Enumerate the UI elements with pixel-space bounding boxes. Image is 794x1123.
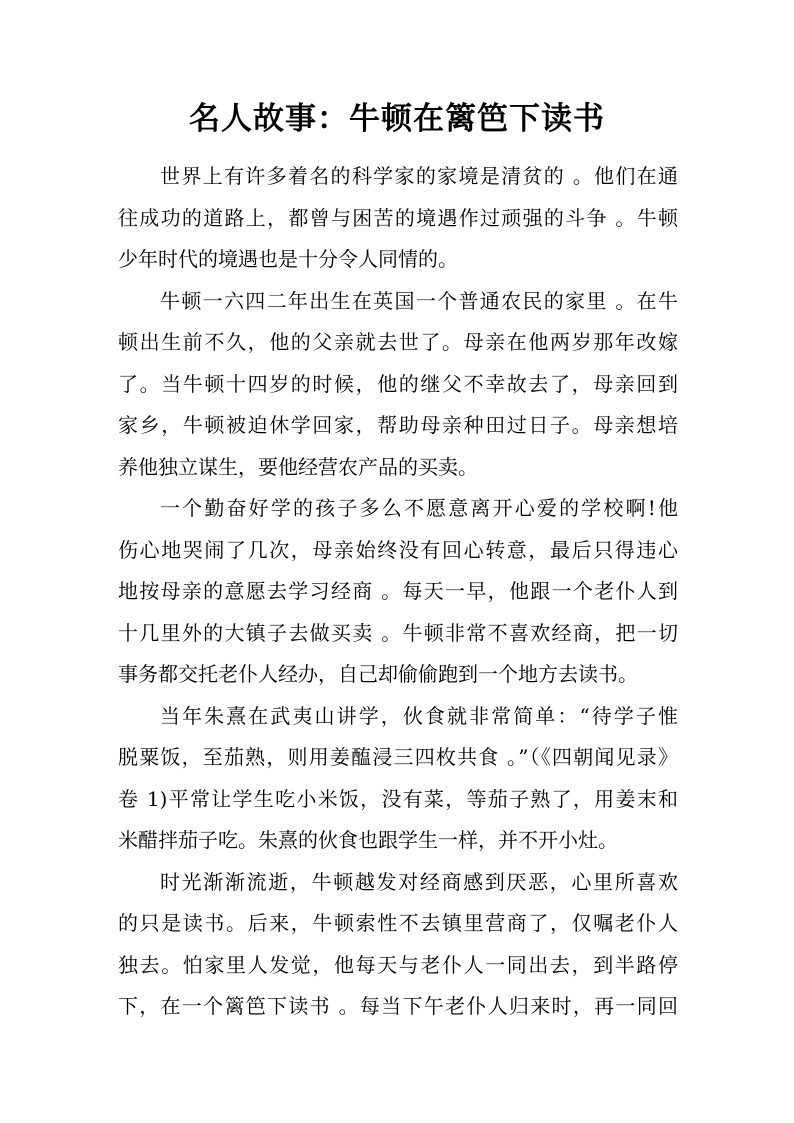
text-line: 养他独立谋生，要他经营农产品的买卖。 [118, 454, 478, 479]
paragraph [118, 156, 678, 281]
text-line: 家乡，牛顿被迫休学回家，帮助母亲种田过日子。母亲想培 [118, 413, 678, 437]
text-line: 顿出生前不久，他的父亲就去世了。母亲在他两岁那年改嫁 [118, 330, 678, 354]
text-line: 牛顿一六四二年出生在英国一个普通农民的家里 。在牛 [160, 288, 678, 313]
text-line: 世界上有许多着名的科学家的家境是清贫的 。他们在通 [160, 164, 678, 188]
text-line: 卷 1)平常让学生吃小米饭，没有菜，等茄子熟了，用姜末和 [118, 786, 678, 811]
paragraph [118, 696, 678, 862]
text-line: 米醋拌茄子吃。朱熹的伙食也跟学生一样，并不开小灶。 [118, 828, 618, 852]
paragraph [118, 281, 678, 489]
text-line: 时光渐渐流逝，牛顿越发对经商感到厌恶，心里所喜欢 [160, 869, 678, 894]
text-line: 独去。怕家里人发觉，他每天与老仆人一同出去，到半路停 [118, 952, 678, 977]
text-line: 一个勤奋好学的孩子多么不愿意离开心爱的学校啊!他 [160, 496, 678, 520]
text-line: 伤心地哭闹了几次，母亲始终没有回心转意，最后只得违心 [118, 537, 678, 562]
text-line: 十几里外的大镇子去做买卖 。牛顿非常不喜欢经商，把一切 [118, 620, 678, 645]
article-body [118, 156, 678, 1028]
text-line: 地按母亲的意愿去学习经商 。每天一早，他跟一个老仆人到 [118, 579, 678, 603]
text-line: 少年时代的境遇也是十分令人同情的。 [118, 247, 458, 271]
text-line: 当年朱熹在武夷山讲学，伙食就非常简单：“待学子惟 [160, 703, 678, 728]
text-line: 往成功的道路上，都曾与困苦的境遇作过顽强的斗争 。牛顿 [118, 205, 678, 230]
text-line: 脱粟饭，至茄熟，则用姜醢浸三四枚共食 。”（《四朝闻见录》 [118, 745, 678, 769]
page-title: 名人故事：牛顿在篱笆下读书 [189, 101, 605, 137]
text-line: 的只是读书。后来，牛顿索性不去镇里营商了，仅嘱老仆人 [118, 911, 678, 935]
text-line: 了。当牛顿十四岁的时候，他的继父不幸故去了，母亲回到 [118, 371, 678, 396]
paragraph [118, 862, 678, 1028]
paragraph [118, 488, 678, 696]
text-line: 事务都交托老仆人经办，自己却偷偷跑到一个地方去读书。 [118, 662, 638, 686]
text-line: 下，在一个篱笆下读书 。每当下午老仆人归来时，再一同回 [118, 994, 678, 1018]
